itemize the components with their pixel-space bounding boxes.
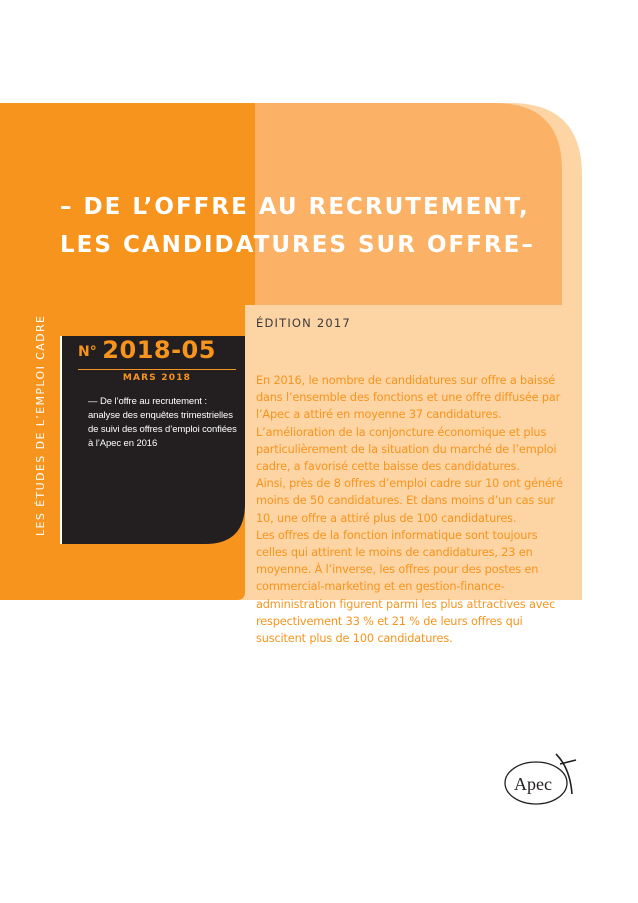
abstract-paragraph-1: En 2016, le nombre de candidatures sur offre a baissé dans l’ensemble des fonctions et une offre diffusée par l’Apec a attiré en moyenne 37 candidatures. L’amélioration de la conjoncture économique et plus particulièrement de la situation du marché de l’emploi cadre, a favorisé cette baisse des candidatures. [256, 374, 561, 474]
issue-value: 2018-05 [102, 336, 216, 364]
issue-divider [78, 369, 236, 370]
series-label: LES ÉTUDES DE L’EMPLOI CADRE [34, 314, 47, 536]
title-line-1: – DE L’OFFRE AU RECRUTEMENT, [60, 194, 530, 220]
issue-subtitle: — De l’offre au recrutement : analyse des enquêtes trimestrielles de suivi des offres d’emploi confiées à l’Apec en 2016 [88, 396, 237, 449]
title-line-2: LES CANDIDATURES SUR OFFRE– [60, 232, 535, 258]
logo-text: Apec [514, 774, 552, 794]
abstract-paragraph-2: Ainsi, près de 8 offres d’emploi cadre sur 10 ont généré moins de 50 candidatures. Et dans moins d’un cas sur 10, une offre a attiré plus de 100 candidatures. [256, 477, 563, 525]
edition-label: ÉDITION 2017 [256, 316, 351, 330]
issue-date: MARS 2018 [122, 373, 192, 383]
abstract [256, 372, 568, 647]
apec-logo [500, 750, 580, 808]
abstract-paragraph-3: Les offres de la fonction informatique sont toujours celles qui attirent le moins de candidatures, 23 en moyenne. À l’inverse, les offres pour des postes en commercial-marketing et en gestion-finance-administration figurent parmi les plus attractives avec respectivement 33 % et 21 % de leurs offres qui suscitent plus de 100 candidatures. [256, 528, 556, 646]
issue-prefix: N° [78, 344, 97, 360]
issue-number [78, 336, 216, 364]
vertical-divider [60, 336, 62, 544]
orange-bottom-block [0, 544, 245, 600]
page-title [60, 188, 620, 264]
